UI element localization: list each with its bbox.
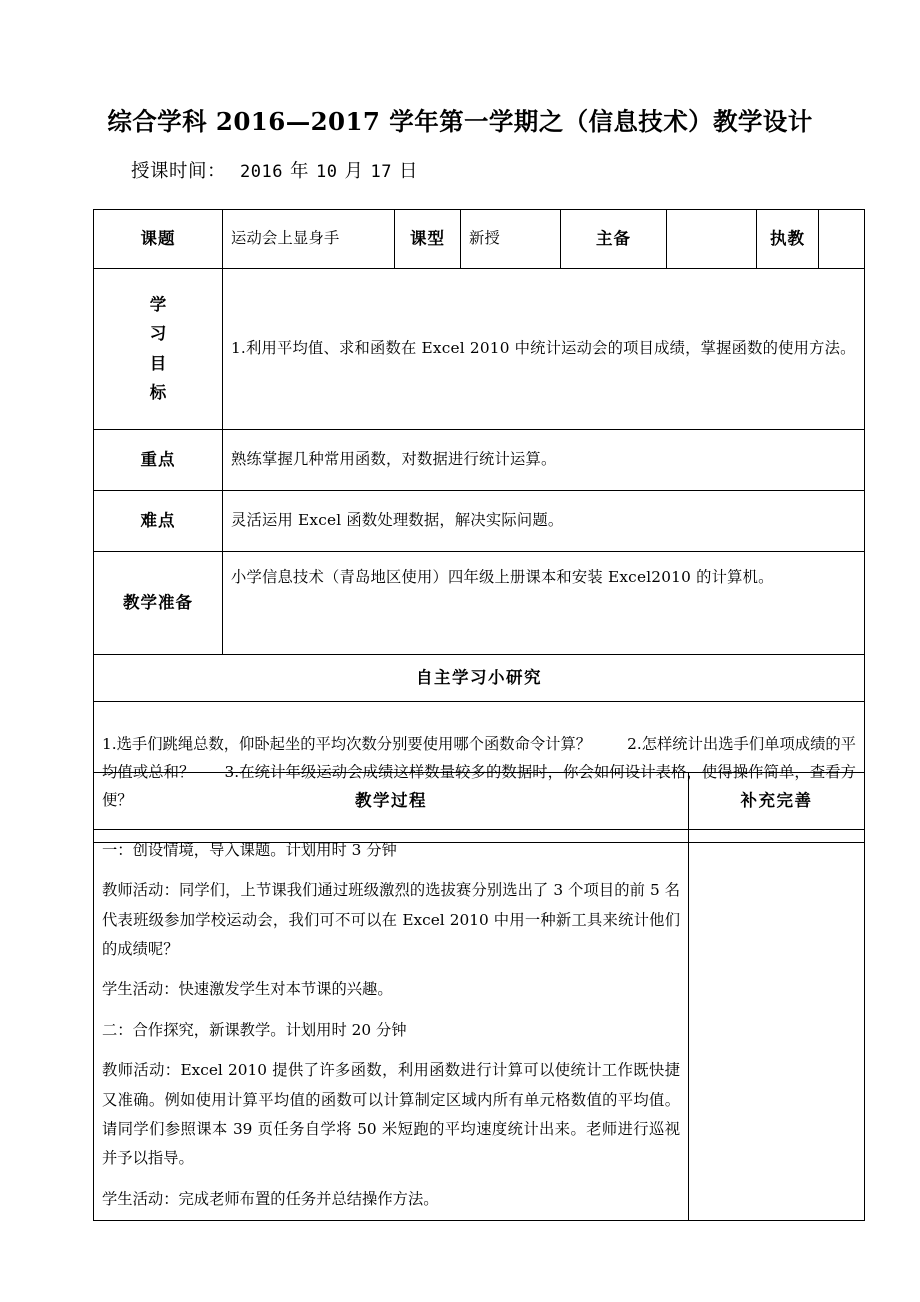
preparation-text: 小学信息技术（青岛地区使用）四年级上册课本和安装 Excel2010 的计算机。 [223, 552, 865, 655]
process-content [94, 830, 689, 1221]
objectives-label-char-2: 习 [149, 324, 167, 343]
teaching-process-table [93, 772, 865, 1221]
process-paragraph: 学生活动：完成老师布置的任务并总结操作方法。 [102, 1189, 439, 1208]
lesson-date-month: 10 [315, 162, 338, 182]
table-row-info [94, 210, 865, 269]
difficulty-label: 难点 [94, 491, 223, 552]
lesson-date-year: 2016 [240, 162, 283, 182]
process-paragraph: 二：合作探究，新课教学。计划用时 20 分钟 [102, 1020, 407, 1039]
supplement-header-label: 补充完善 [689, 773, 865, 830]
preparation-label: 教学准备 [94, 552, 223, 655]
table-row-key-point [94, 430, 865, 491]
table-row-difficulty [94, 491, 865, 552]
process-paragraph: 教师活动：Excel 2010 提供了许多函数，利用函数进行计算可以使统计工作既快捷又准确。例如使用计算平均值的函数可以计算制定区域内所有单元格数值的平均值。请同学们参照课本 39 页任务自学将 50 米短跑的平均速度统计出来。老师进行巡视并予以指导。 [102, 1061, 680, 1168]
main-preparer-value [667, 210, 757, 269]
supplement-content [689, 830, 865, 1221]
table-row-preparation [94, 552, 865, 655]
research-question-2: 2.怎样统计出选手们单项成绩的平均值或总和？ [102, 734, 856, 781]
lesson-plan-table [93, 209, 865, 843]
research-heading: 自主学习小研究 [94, 655, 865, 702]
lesson-date-day-unit: 日 [398, 161, 418, 182]
research-question-1: 1.选手们跳绳总数，仰卧起坐的平均次数分别要使用哪个函数命令计算？ [102, 734, 592, 753]
process-paragraph: 教师活动：同学们，上节课我们通过班级激烈的选拔赛分别选出了 3 个项目的前 5 名代表班级参加学校运动会，我们可不可以在 Excel 2010 中用一种新工具来统计他们的成绩呢？ [102, 881, 680, 959]
objectives-label [94, 269, 223, 430]
objectives-label-char-3: 目 [149, 353, 167, 373]
topic-label: 课题 [94, 210, 223, 269]
process-paragraph: 学生活动：快速激发学生对本节课的兴趣。 [102, 980, 393, 999]
teacher-label: 执教 [757, 210, 819, 269]
key-point-label: 重点 [94, 430, 223, 491]
key-point-text: 熟练掌握几种常用函数，对数据进行统计运算。 [223, 430, 865, 491]
process-header-label: 教学过程 [94, 773, 689, 830]
research-question-3: 3.在统计年级运动会成绩这样数量较多的数据时，你会如何设计表格，使得操作简单，查看方便？ [102, 762, 856, 810]
table-row-research-heading [94, 655, 865, 702]
table-row-objectives [94, 269, 865, 430]
main-preparer-label: 主备 [561, 210, 667, 269]
teacher-value [819, 210, 865, 269]
lesson-type-label: 课型 [395, 210, 461, 269]
lesson-date-line [131, 157, 425, 183]
table-row-process-head [94, 773, 865, 830]
objectives-label-char-4: 标 [149, 383, 167, 402]
process-paragraph: 一：创设情境，导入课题。计划用时 3 分钟 [102, 841, 397, 859]
lesson-date-year-unit: 年 [289, 161, 309, 182]
page-title: 综合学科 2016—2017 学年第一学期之（信息技术）教学设计 [107, 107, 813, 136]
objectives-text: 1.利用平均值、求和函数在 Excel 2010 中统计运动会的项目成绩，掌握函数的使用方法。 [223, 269, 865, 430]
lesson-type-value: 新授 [461, 210, 561, 269]
topic-value: 运动会上显身手 [223, 210, 395, 269]
table-row-process-body [94, 830, 865, 1221]
lesson-date-label: 授课时间： [131, 161, 227, 182]
lesson-date-month-unit: 月 [344, 161, 364, 182]
lesson-date-day: 17 [370, 162, 392, 182]
difficulty-text: 灵活运用 Excel 函数处理数据，解决实际问题。 [223, 491, 865, 552]
objectives-label-char-1: 学 [149, 294, 167, 314]
